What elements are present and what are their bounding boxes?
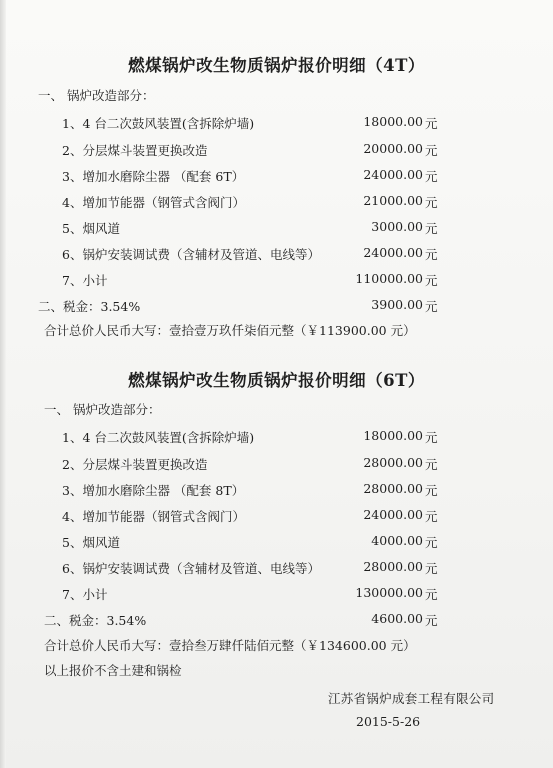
- quote-6t-item: [0, 559, 553, 581]
- tax-amount: 4600.00: [371, 611, 423, 626]
- item-unit: 元: [425, 143, 438, 158]
- item-label: 4、增加节能器（钢管式含阀门）: [62, 195, 245, 210]
- item-label: 5、烟风道: [62, 221, 120, 236]
- item-amount: 21000.00: [363, 193, 423, 208]
- item-unit: 元: [425, 221, 438, 236]
- quote-4t-subtotal: [0, 271, 553, 293]
- quote-4t-item: [0, 245, 553, 267]
- item-unit: 元: [425, 247, 438, 262]
- item-amount: 20000.00: [363, 141, 423, 156]
- quote-4t-section-heading: 一、 锅炉改造部分：: [38, 88, 155, 103]
- item-unit: 元: [425, 457, 438, 472]
- item-unit: 元: [425, 195, 438, 210]
- item-amount: 110000.00: [355, 271, 423, 286]
- item-label: 2、分层煤斗装置更换改造: [62, 457, 208, 472]
- item-amount: 18000.00: [363, 428, 423, 443]
- item-amount: 28000.00: [363, 481, 423, 496]
- item-unit: 元: [425, 535, 438, 550]
- item-amount: 24000.00: [363, 167, 423, 182]
- item-unit: 元: [425, 116, 438, 131]
- item-unit: 元: [425, 483, 438, 498]
- item-amount: 28000.00: [363, 559, 423, 574]
- item-unit: 元: [425, 561, 438, 576]
- item-amount: 3000.00: [371, 219, 423, 234]
- item-amount: 4000.00: [371, 533, 423, 548]
- quote-6t-item: [0, 533, 553, 555]
- quote-4t-title: 燃煤锅炉改生物质锅炉报价明细（4T）: [128, 56, 425, 75]
- item-unit: 元: [425, 273, 438, 288]
- item-label: 1、4 台二次鼓风装置(含拆除炉墙): [62, 430, 255, 445]
- item-label: 2、分层煤斗装置更换改造: [62, 143, 208, 158]
- item-amount: 24000.00: [363, 507, 423, 522]
- item-label: 6、锅炉安装调试费（含辅材及管道、电线等）: [62, 561, 320, 576]
- quote-4t-item: [0, 193, 553, 215]
- quote-6t-section-heading: 一、 锅炉改造部分：: [44, 402, 161, 417]
- quote-6t-title: 燃煤锅炉改生物质锅炉报价明细（6T）: [128, 371, 425, 390]
- quote-4t-item: [0, 141, 553, 163]
- document-date: 2015-5-26: [356, 714, 421, 729]
- exclusion-note: 以上报价不含土建和锅检: [44, 663, 182, 678]
- item-label: 7、小计: [62, 273, 108, 288]
- item-amount: 130000.00: [355, 585, 423, 600]
- item-label: 6、锅炉安装调试费（含辅材及管道、电线等）: [62, 247, 320, 262]
- tax-label: 二、税金：3.54%: [44, 613, 147, 628]
- item-label: 1、4 台二次鼓风装置(含拆除炉墙): [62, 116, 255, 131]
- quote-4t-item: [0, 219, 553, 241]
- quote-6t-subtotal: [0, 585, 553, 607]
- item-amount: 18000.00: [363, 114, 423, 129]
- quote-4t-item: [0, 114, 553, 136]
- tax-unit: 元: [425, 299, 438, 314]
- quote-4t-total: 合计总价人民币大写：壹拾壹万玖仟柒佰元整（￥113900.00 元）: [44, 323, 416, 338]
- item-amount: 24000.00: [363, 245, 423, 260]
- item-unit: 元: [425, 587, 438, 602]
- item-label: 3、增加水磨除尘器 （配套 6T）: [62, 169, 245, 184]
- quote-4t-item: [0, 167, 553, 189]
- tax-label: 二、税金：3.54%: [38, 299, 141, 314]
- item-label: 7、小计: [62, 587, 108, 602]
- tax-unit: 元: [425, 613, 438, 628]
- item-unit: 元: [425, 509, 438, 524]
- item-label: 3、增加水磨除尘器 （配套 8T）: [62, 483, 245, 498]
- item-label: 4、增加节能器（钢管式含阀门）: [62, 509, 245, 524]
- item-amount: 28000.00: [363, 455, 423, 470]
- company-name: 江苏省锅炉成套工程有限公司: [328, 691, 495, 706]
- item-unit: 元: [425, 430, 438, 445]
- quote-4t-tax: [0, 297, 553, 319]
- quote-6t-item: [0, 481, 553, 503]
- quote-6t-item: [0, 428, 553, 450]
- quote-6t-item: [0, 507, 553, 529]
- quote-6t-item: [0, 455, 553, 477]
- tax-amount: 3900.00: [371, 297, 423, 312]
- quote-6t-total: 合计总价人民币大写：壹拾叁万肆仟陆佰元整（￥134600.00 元）: [44, 638, 416, 653]
- item-label: 5、烟风道: [62, 535, 120, 550]
- item-unit: 元: [425, 169, 438, 184]
- quote-6t-tax: [0, 611, 553, 633]
